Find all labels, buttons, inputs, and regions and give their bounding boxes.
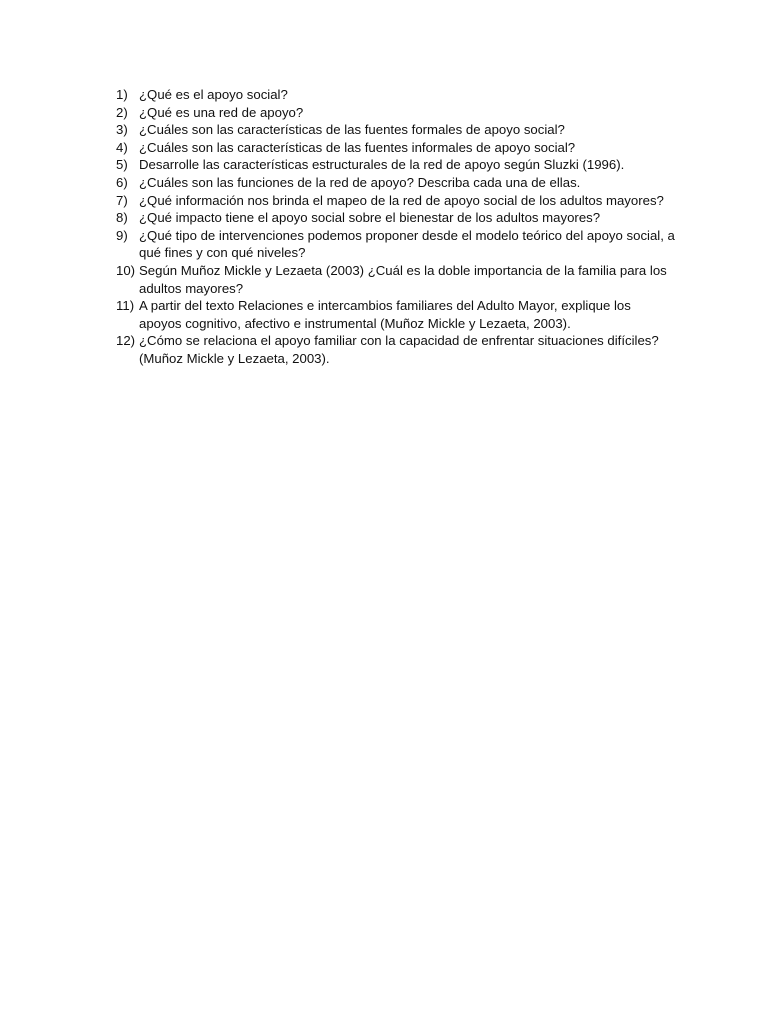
question-number: 2): [116, 104, 128, 120]
question-number: 12): [116, 333, 136, 349]
question-item-9: [116, 227, 676, 262]
question-number: 5): [116, 157, 128, 173]
question-text: ¿Cómo se relaciona el apoyo familiar con la capacidad de enfrentar situaciones difíciles? (Muñoz Mickle y Lezaeta, 2003).: [139, 333, 659, 366]
question-item-11: [116, 297, 676, 332]
question-number: 7): [116, 192, 128, 208]
question-number: 6): [116, 174, 128, 190]
question-number: 9): [116, 227, 128, 243]
question-item-7: [116, 192, 676, 210]
question-item-2: [116, 104, 676, 122]
question-text: ¿Cuáles son las características de las fuentes formales de apoyo social?: [139, 122, 565, 138]
question-list: [116, 86, 676, 368]
question-text: ¿Cuáles son las características de las fuentes informales de apoyo social?: [139, 139, 576, 155]
question-number: 11): [116, 298, 135, 314]
question-number: 1): [116, 87, 128, 102]
question-item-12: [116, 332, 676, 367]
question-number: 3): [116, 122, 128, 138]
question-item-8: [116, 209, 676, 227]
question-item-6: [116, 174, 676, 192]
question-item-10: [116, 262, 676, 297]
question-text: ¿Qué es una red de apoyo?: [139, 104, 304, 120]
question-text: ¿Qué es el apoyo social?: [139, 87, 288, 102]
question-text: Según Muñoz Mickle y Lezaeta (2003) ¿Cuál es la doble importancia de la familia para los adultos mayores?: [139, 262, 667, 296]
question-text: ¿Cuáles son las funciones de la red de apoyo? Describa cada una de ellas.: [139, 174, 581, 190]
question-text: ¿Qué tipo de intervenciones podemos proponer desde el modelo teórico del apoyo social, a qué fines y con qué niveles?: [139, 227, 675, 261]
question-text: A partir del texto Relaciones e intercambios familiares del Adulto Mayor, explique los apoyos cognitivo, afectivo e instrumental (Muñoz Mickle y Lezaeta, 2003).: [139, 298, 631, 331]
question-number: 4): [116, 139, 128, 155]
question-item-1: [116, 86, 676, 104]
question-item-4: [116, 139, 676, 157]
question-text: ¿Qué impacto tiene el apoyo social sobre el bienestar de los adultos mayores?: [139, 210, 601, 226]
question-text: ¿Qué información nos brinda el mapeo de la red de apoyo social de los adultos mayores?: [139, 192, 664, 208]
question-number: 8): [116, 210, 128, 226]
question-number: 10): [116, 262, 136, 278]
question-text: Desarrolle las características estructurales de la red de apoyo según Sluzki (1996).: [139, 157, 625, 173]
question-item-3: [116, 121, 676, 139]
question-item-5: [116, 156, 676, 174]
